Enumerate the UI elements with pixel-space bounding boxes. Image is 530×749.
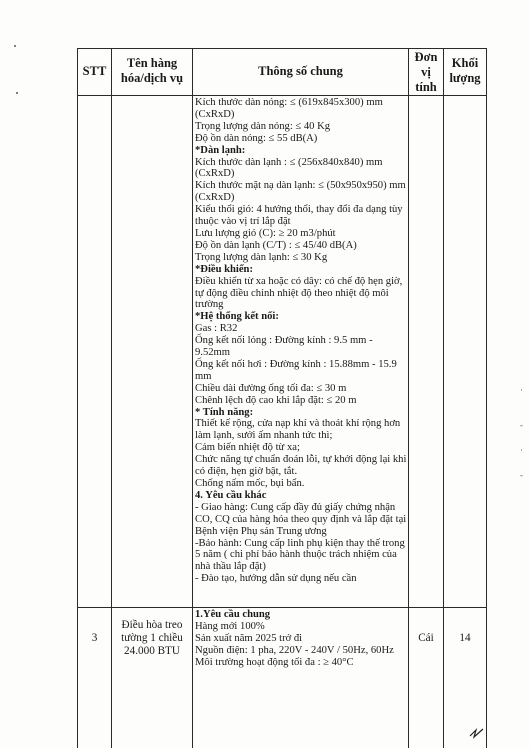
column-divider — [192, 48, 193, 748]
row3-unit: Cái — [418, 632, 434, 644]
column-divider — [111, 48, 112, 748]
spec-line: Gas : R32 — [195, 323, 238, 335]
spec-line: thuộc vào vị trí lắp đặt — [195, 216, 291, 228]
spec-line: Điều khiển từ xa hoặc có dây: có chế độ hẹn giờ, — [195, 275, 403, 287]
row3-spec-line: Hàng mới 100% — [195, 620, 265, 632]
binding-mark: · — [520, 445, 523, 455]
spec-line: Trọng lượng dàn lạnh: ≤ 30 Kg — [195, 251, 328, 263]
margin-dot — [16, 92, 18, 94]
spec-line: Lưu lượng gió (C): ≥ 20 m3/phút — [195, 227, 336, 239]
row3-quantity: 14 — [459, 632, 471, 644]
header-divider — [77, 95, 487, 96]
row3-spec-line: 1.Yêu cầu chung — [195, 609, 271, 620]
binding-mark: - — [520, 420, 523, 430]
spec-line: Bệnh viện Phụ sản Trung ương — [195, 525, 327, 537]
spec-line: Độ ồn dàn lạnh (C/T) : ≤ 45/40 dB(A) — [195, 239, 357, 251]
spec-line: làm lạnh, sưởi ấm nhanh tức thì; — [195, 430, 333, 442]
spec-line: -Bảo hành: Cung cấp linh phụ kiện thay thế trong — [195, 537, 405, 549]
spec-line: Kích thước dàn nóng: ≤ (619x845x300) mm — [195, 97, 383, 108]
spec-line: Chiều dài đường ống tối đa: ≤ 30 m — [195, 382, 347, 394]
spec-line: Kiểu thổi gió: 4 hướng thổi, thay đổi đa dạng tùy — [195, 204, 403, 216]
row3-spec-line: Nguồn điện: 1 pha, 220V - 240V / 50Hz, 60Hz — [195, 644, 394, 656]
spec-line: tự động điều chỉnh nhiệt độ theo nhiệt độ môi — [195, 287, 389, 299]
spec-line: Trọng lượng dàn nóng: ≤ 40 Kg — [195, 120, 331, 132]
spec-line: (CxRxD) — [195, 108, 235, 120]
spec-line: Chức năng tự chuẩn đoán lỗi, tự khởi động lại khi — [195, 454, 407, 466]
spec-line: (CxRxD) — [195, 192, 235, 204]
spec-line: *Dàn lạnh: — [195, 144, 246, 156]
spec-line: *Hệ thống kết nối: — [195, 311, 279, 323]
binding-mark: · — [520, 385, 523, 395]
spec-line: nhà thầu lắp đặt) — [195, 561, 266, 573]
spec-line: CO, CQ của hàng hóa theo quy định và lắp đặt tại — [195, 513, 407, 525]
spec-line: (CxRxD) — [195, 168, 235, 180]
spec-line: trường — [195, 299, 224, 311]
row3-stt: 3 — [91, 632, 98, 644]
row3-product-name: Điều hòa treo tường 1 chiều 24.000 BTU — [121, 619, 183, 657]
spec-line: Thiết kế rộng, cửa nạp khí và thoát khí rộng hơn — [195, 418, 401, 430]
margin-dot — [14, 45, 16, 47]
table-border-top — [77, 48, 487, 49]
row3-spec-cell — [195, 609, 407, 669]
row3-spec-line: Môi trường hoạt động tối đa : ≥ 40°C — [195, 656, 354, 668]
spec-cell-continued — [195, 97, 407, 585]
spec-line: Chống nấm mốc, bụi bẩn. — [195, 478, 305, 489]
spec-line: Cảm biến nhiệt độ từ xa; — [195, 442, 300, 454]
spec-line: Ống kết nối hơi : Đường kính : 15.88mm - 15.9 — [195, 358, 397, 370]
spec-line: mm — [195, 370, 212, 382]
spec-line: 9.52mm — [195, 347, 231, 359]
spec-line: Chênh lệch độ cao khi lắp đặt: ≤ 20 m — [195, 394, 357, 406]
spec-line: Kích thước dàn lạnh : ≤ (256x840x840) mm — [195, 156, 383, 168]
header-don-vi: Đơn vị tính — [414, 50, 438, 94]
header-thong-so: Thông số chung — [258, 64, 343, 78]
binding-mark: - — [520, 470, 523, 480]
spec-line: 4. Yêu cầu khác — [195, 489, 267, 501]
spec-line: Kích thước mặt nạ dàn lạnh: ≤ (50x950x950) mm — [195, 180, 406, 192]
row-divider — [77, 607, 487, 608]
spec-line: Độ ồn dàn nóng: ≤ 55 dB(A) — [195, 132, 318, 144]
header-ten-hang: Tên hàng hóa/dịch vụ — [120, 56, 184, 85]
spec-line: 5 năm ( chi phí bảo hành thuộc trách nhiệm của — [195, 549, 397, 561]
initial-mark — [468, 726, 486, 740]
spec-line: Ống kết nối lỏng : Đường kính : 9.5 mm - — [195, 335, 373, 347]
row3-spec-line: Sản xuất năm 2025 trở đi — [195, 632, 303, 644]
header-khoi-luong: Khối lượng — [449, 56, 481, 85]
spec-line: * Tính năng: — [195, 406, 254, 418]
header-stt: STT — [82, 64, 107, 78]
spec-line: *Điều khiển: — [195, 263, 253, 275]
table-border-right — [486, 48, 487, 748]
spec-line: - Đào tạo, hướng dẫn sử dụng nếu cần — [195, 573, 357, 585]
spec-line: - Giao hàng: Cung cấp đầy đủ giấy chứng nhận — [195, 501, 396, 513]
spec-line: có điện, hẹn giờ bật, tắt. — [195, 466, 298, 478]
